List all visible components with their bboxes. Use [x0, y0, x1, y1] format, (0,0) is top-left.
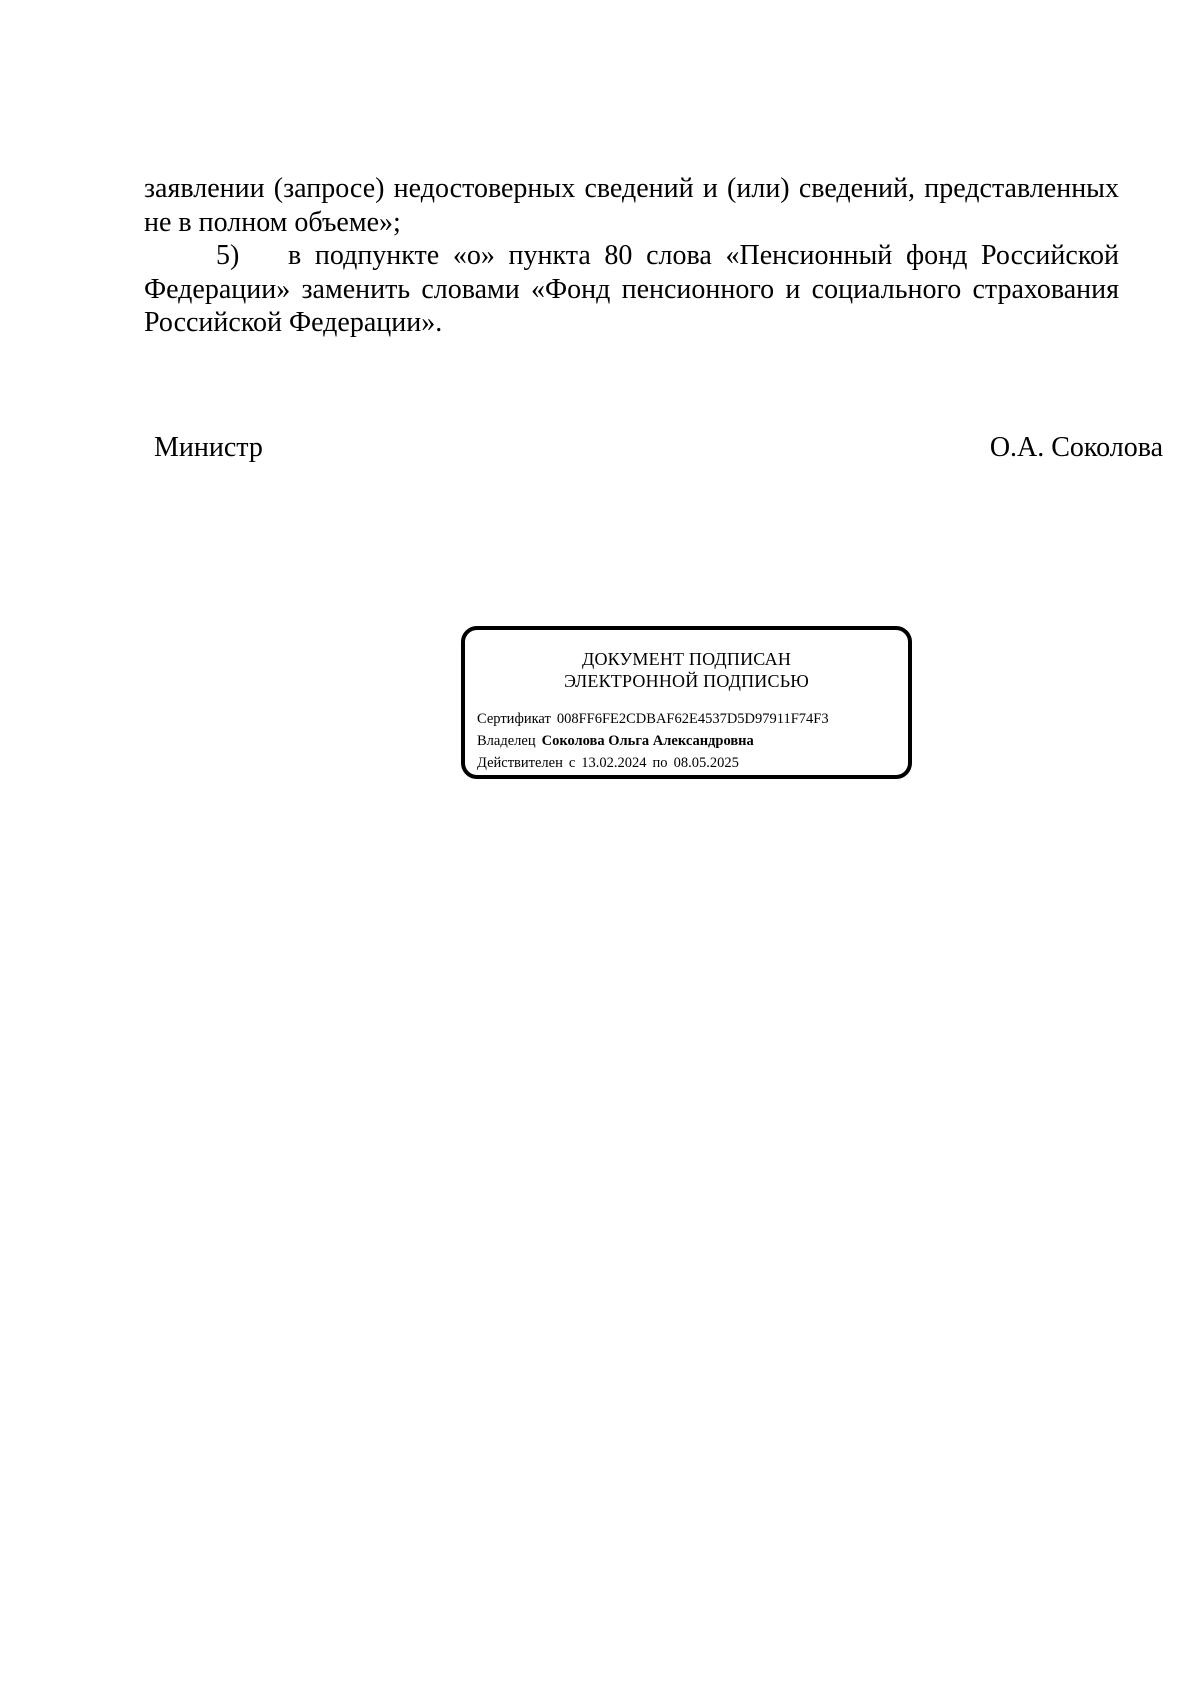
- list-item-text: в подпункте «о» пункта 80 слова «Пенсионный фонд Российской Федерации» заменить словами «Фонд пенсионного и социального страхования Российской Федерации».: [144, 240, 1119, 338]
- signatory-position: Министр: [154, 432, 263, 463]
- list-item-number: 5): [216, 240, 240, 271]
- valid-label: Действителен: [477, 755, 563, 771]
- valid-from-date: 13.02.2024: [581, 755, 647, 771]
- certificate-label: Сертификат: [477, 711, 551, 727]
- valid-from-label: с: [568, 755, 576, 771]
- stamp-validity-row: [477, 752, 829, 774]
- stamp-title: [465, 648, 908, 692]
- certificate-value: 008FF6FE2CDBAF62E4537D5D97911F74F3: [556, 711, 829, 727]
- valid-to-label: по: [652, 755, 668, 771]
- owner-label: Владелец: [477, 733, 536, 749]
- stamp-title-line1: ДОКУМЕНТ ПОДПИСАН: [581, 649, 792, 669]
- stamp-certificate-row: [477, 708, 829, 730]
- valid-to-date: 08.05.2025: [673, 755, 739, 771]
- paragraph-continuation: заявлении (запросе) недостоверных сведений и (или) сведений, представленных не в полном объеме»;: [144, 173, 1119, 238]
- list-item-5: [144, 239, 1119, 340]
- stamp-title-line2: ЭЛЕКТРОННОЙ ПОДПИСЬЮ: [564, 671, 809, 691]
- owner-value: Соколова Ольга Александровна: [541, 733, 754, 749]
- signatory-name: О.А. Соколова: [989, 432, 1163, 463]
- electronic-signature-stamp: [461, 626, 912, 779]
- stamp-owner-row: [477, 730, 829, 752]
- document-body: [144, 172, 1119, 340]
- stamp-details: [477, 708, 829, 774]
